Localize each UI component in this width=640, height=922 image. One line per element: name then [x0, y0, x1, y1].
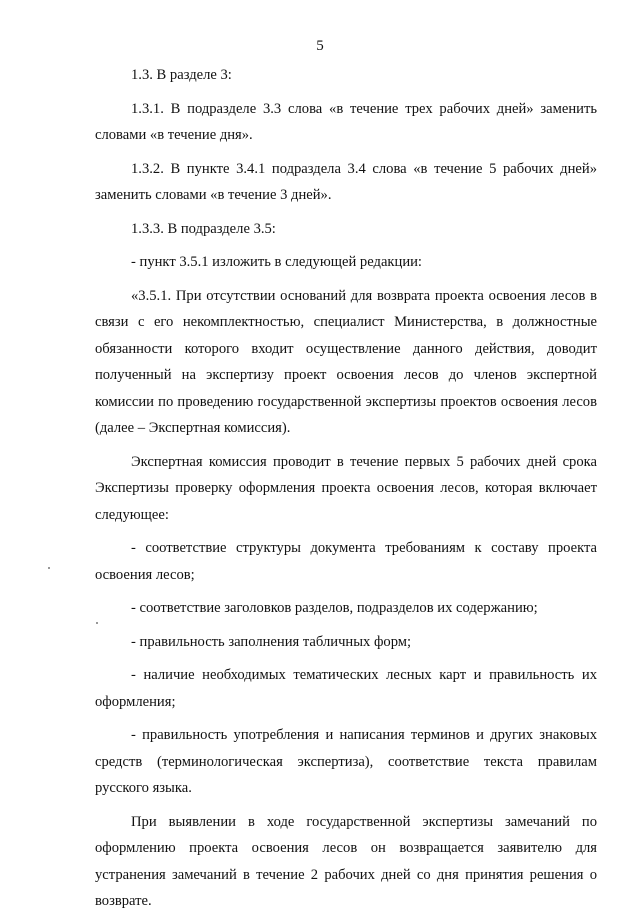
- list-item-maps: - наличие необходимых тематических лесных карт и правильность их оформления;: [95, 667, 597, 710]
- list-item-tables: - правильность заполнения табличных форм;: [131, 633, 412, 650]
- page-number: 5: [316, 38, 324, 54]
- scan-speck: [96, 622, 98, 624]
- paragraph-1-3-1: 1.3.1. В подразделе 3.3 слова «в течение трех рабочих дней» заменить словами «в течение дня».: [95, 100, 597, 143]
- paragraph-3-5-1: «3.5.1. При отсутствии оснований для возврата проекта освоения лесов в связи с его некомплектностью, специалист Министерства, в должностные обязанности которого входит осуществление данного действия, доводит полученный на экспертизу проект освоения лесов до членов экспертной комиссии по проведению государственной экспертизы проектов освоения лесов (далее – Экспертная комиссия).: [95, 287, 597, 436]
- document-body: [95, 62, 597, 922]
- paragraph-return-remarks: При выявлении в ходе государственной экспертизы замечаний по оформлению проекта освоения лесов он возвращается заявителю для устранения замечаний в течение 2 рабочих дней со дня принятия решения о возврате.: [95, 813, 597, 909]
- paragraph-1-3-3: 1.3.3. В подразделе 3.5:: [131, 220, 276, 237]
- paragraph-1-3: 1.3. В разделе 3:: [131, 67, 232, 83]
- scan-speck: [48, 567, 50, 569]
- paragraph-expert-commission: Экспертная комиссия проводит в течение первых 5 рабочих дней срока Экспертизы проверку оформления проекта освоения лесов, которая включает следующее:: [95, 453, 597, 523]
- list-item-headings: - соответствие заголовков разделов, подразделов их содержанию;: [131, 600, 538, 616]
- list-item-terminology: - правильность употребления и написания терминов и других знаковых средств (терминологическая экспертиза), соответствие текста правилам русского языка.: [95, 727, 597, 796]
- paragraph-item-3-5-1-intro: - пункт 3.5.1 изложить в следующей редакции:: [131, 254, 422, 270]
- paragraph-1-3-2: 1.3.2. В пункте 3.4.1 подраздела 3.4 слова «в течение 5 рабочих дней» заменить словами «в течение 3 дней».: [95, 160, 597, 203]
- list-item-structure: - соответствие структуры документа требованиям к составу проекта освоения лесов;: [95, 540, 597, 583]
